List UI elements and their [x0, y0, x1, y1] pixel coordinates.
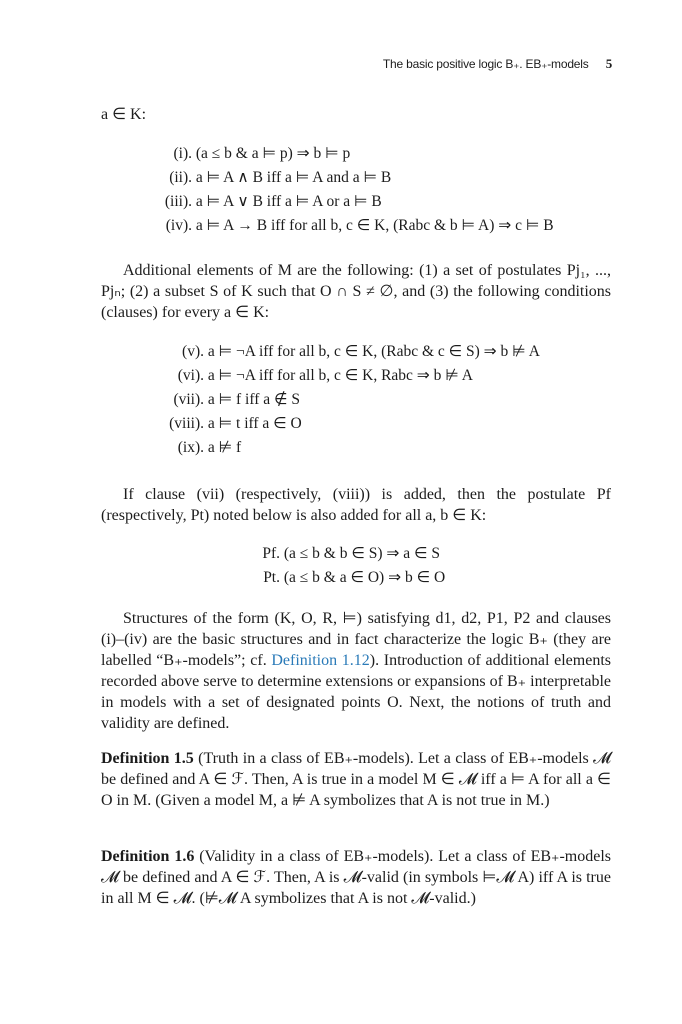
clause-iv: (iv). a ⊨ A → B iff for all b, c ∈ K, (Rabc & b ⊨ A) ⇒ c ⊨ B: [165, 217, 554, 234]
clauses-i-iv: [158, 142, 554, 238]
definition-1-5-title: (Truth in a class of EB₊-models).: [198, 750, 414, 767]
postulates: [252, 542, 445, 590]
definition-1-12-link[interactable]: Definition 1.12: [271, 652, 370, 669]
definition-1-6-heading: Definition 1.6: [101, 848, 195, 865]
postulate-pf: Pf. (a ≤ b & b ∈ S) ⇒ a ∈ S: [262, 545, 441, 562]
paragraph-structures: Structures of the form (K, O, R, ⊨) satisfying d1, d2, P1, P2 and clauses (i)–(iv) are the basic structures and in fact characterize the logic B₊ (they are labelled “B₊-models”; cf. Definition 1.12). Introduction of additional elements recorded above serve to determine extensions or expansions of B₊ interpretable in models with a set of designated points O. Next, the notions of truth and validity are defined.: [101, 610, 611, 732]
definition-1-5-body: Let a class of EB₊-models 𝓜 be defined and A ∈ ℱ. Then, A is true in a model M ∈ 𝓜 iff a ⊨ A for all a ∈ O in M. (Given a model M, a ⊭ A symbolizes that A is not true in M.): [101, 750, 611, 809]
definition-1-6-title: (Validity in a class of EB₊-models).: [199, 848, 434, 865]
clause-iii: (iii). a ⊨ A ∨ B iff a ⊨ A or a ⊨ B: [164, 193, 382, 210]
clause-i: (i). (a ≤ b & a ⊨ p) ⇒ b ⊨ p: [173, 145, 351, 162]
clause-viii: (viii). a ⊨ t iff a ∈ O: [169, 415, 302, 432]
clause-ix: (ix). a ⊭ f: [177, 439, 242, 456]
page-number: 5: [605, 56, 612, 71]
clauses-v-ix: [166, 340, 540, 460]
running-header: [383, 56, 612, 72]
definition-1-5-heading: Definition 1.5: [101, 750, 194, 767]
clause-vi: (vi). a ⊨ ¬A iff for all b, c ∈ K, Rabc ⇒ b ⊭ A: [177, 367, 474, 384]
paragraph-additional-elements: Additional elements of M are the following: (1) a set of postulates Pj₁, ..., Pjₙ; (2) a subset S of K such that O ∩ S ≠ ∅, and (3) the following conditions (clauses) for every a ∈ K:: [101, 262, 611, 321]
intro-line: a ∈ K:: [101, 106, 147, 123]
clause-vii: (vii). a ⊨ f iff a ∉ S: [173, 391, 301, 408]
clause-ii: (ii). a ⊨ A ∧ B iff a ⊨ A and a ⊨ B: [169, 169, 392, 186]
definition-1-6: [101, 846, 611, 909]
paragraph-if-clause: If clause (vii) (respectively, (viii)) is added, then the postulate Pf (respectively, Pt) noted below is also added for all a, b ∈ K:: [101, 486, 611, 524]
running-title: The basic positive logic B₊. EB₊-models: [382, 57, 589, 71]
definition-1-5: [101, 748, 611, 811]
postulate-pt: Pt. (a ≤ b & a ∈ O) ⇒ b ∈ O: [263, 569, 446, 586]
clause-v: (v). a ⊨ ¬A iff for all b, c ∈ K, (Rabc & c ∈ S) ⇒ b ⊭ A: [182, 343, 540, 360]
definition-1-6-body: Let a class of EB₊-models 𝓜 be defined and A ∈ ℱ. Then, A is 𝓜-valid (in symbols ⊨𝓜 A) iff A is true in all M ∈ 𝓜. (⊭𝓜 A symbolizes that A is not 𝓜-valid.): [101, 848, 612, 907]
